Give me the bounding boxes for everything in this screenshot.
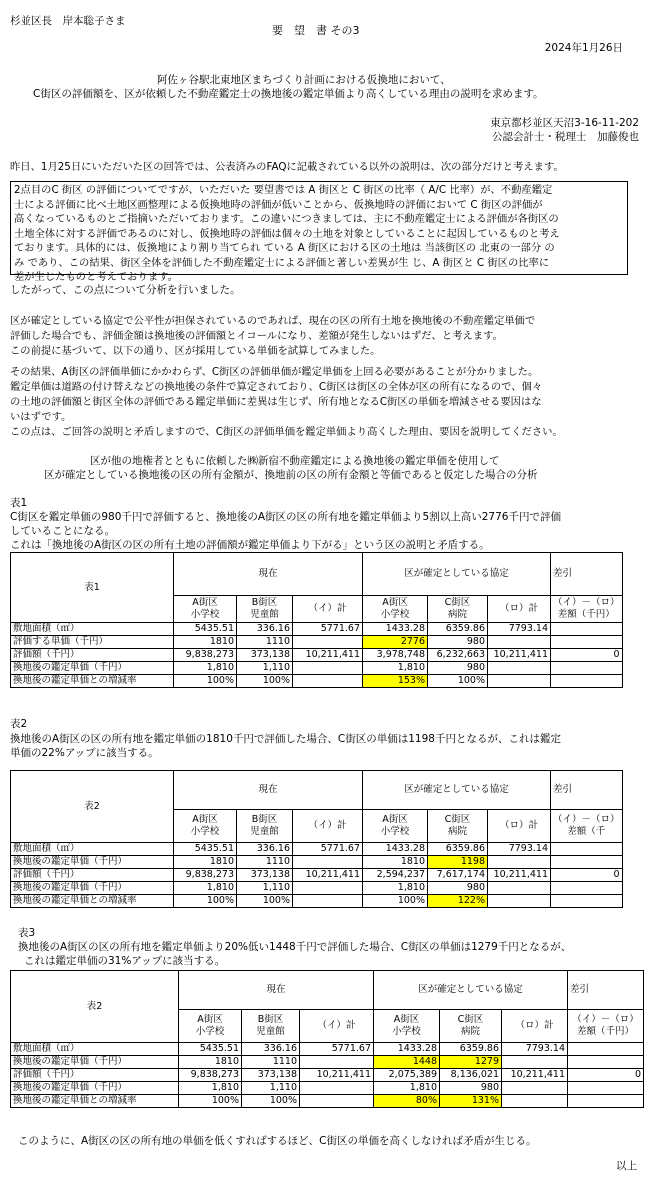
table-cell: 1,110 bbox=[237, 882, 293, 895]
row-label: 換地後の鑑定単価（千円） bbox=[11, 1082, 179, 1095]
table-cell: 1810 bbox=[363, 856, 428, 869]
document-date: 2024年1月26日 bbox=[544, 42, 623, 54]
table-cell: 1,810 bbox=[363, 882, 428, 895]
quote-line: み であり、この結果、街区全体を評価した不動産鑑定士による評価と著しい差異が生 じ、A 街区と C 街区の比率に bbox=[14, 256, 550, 269]
body-paragraphs bbox=[10, 314, 563, 440]
closing-text: 以上 bbox=[616, 1160, 637, 1172]
table-cell: 100% bbox=[242, 1095, 300, 1108]
table-cell bbox=[502, 1056, 568, 1069]
table-cell: 6359.86 bbox=[428, 843, 488, 856]
table-cell: 1,810 bbox=[174, 662, 237, 675]
table-row bbox=[11, 1056, 644, 1069]
body-line: の土地の評価額と街区全体の評価である鑑定単価に差異は生じず、所有地となるC街区の単価を増減させる要因はな bbox=[10, 396, 542, 408]
row-label: 評価額（千円） bbox=[11, 869, 174, 882]
document-title: 要 望 書 その3 bbox=[272, 24, 360, 37]
quote-line: ております。具体的には、仮換地により割り当てられ ている A 街区における区の土地は 当該街区の 北東の一部分 の bbox=[14, 242, 555, 254]
table-cell: 336.16 bbox=[237, 843, 293, 856]
table-cell bbox=[551, 843, 623, 856]
table-cell: 9,838,273 bbox=[179, 1069, 242, 1082]
table-cell: 0 bbox=[551, 649, 623, 662]
table-cell: 5435.51 bbox=[174, 843, 237, 856]
column-header: （イ）－（ロ） 差額（千 bbox=[551, 810, 623, 843]
table-cell bbox=[551, 623, 623, 636]
table-cell: 10,211,411 bbox=[488, 649, 551, 662]
table-cell: 5771.67 bbox=[293, 623, 363, 636]
table-cell bbox=[293, 882, 363, 895]
table-cell: 100% bbox=[237, 675, 293, 688]
column-header: （イ）－（ロ） 差額（千円） bbox=[568, 1010, 644, 1043]
row-label: 評価額（千円） bbox=[11, 1069, 179, 1082]
table-row bbox=[11, 843, 623, 856]
table-cell bbox=[551, 895, 623, 908]
table-cell bbox=[568, 1056, 644, 1069]
table-cell bbox=[551, 662, 623, 675]
sender-name: 公認会計士・税理士 加藤俊也 bbox=[492, 131, 639, 143]
table3-caption: 表3 bbox=[18, 927, 36, 939]
table-cell bbox=[293, 856, 363, 869]
quote-line: 差が生じたものと考えております。 bbox=[14, 271, 178, 283]
table-cell: 1,110 bbox=[242, 1082, 300, 1095]
quote-line: 士による評価に比べ土地区画整理による仮換地時の評価が低いことから、仮換地時の評価において C 街区の評価が bbox=[14, 198, 543, 211]
header-current: 現在 bbox=[174, 771, 363, 810]
table-cell: 10,211,411 bbox=[300, 1069, 374, 1082]
body-line: その結果、A街区の評価単価にかかわらず、C街区の評価単価が鑑定単価を上回る必要があることが分かりました。 bbox=[10, 366, 539, 378]
table-row bbox=[11, 662, 623, 675]
table2-desc-2: 単価の22%アップに該当する。 bbox=[10, 747, 159, 759]
table-cell bbox=[488, 856, 551, 869]
table3-desc-2: これは鑑定単価の31%アップに該当する。 bbox=[24, 955, 226, 967]
table-cell: 2,594,237 bbox=[363, 869, 428, 882]
quote-line: 高くなっているものとご指摘いただいております。この違いにつきましては、主に不動産鑑定士による評価が各街区の bbox=[14, 213, 559, 225]
table1-desc-3: これは「換地後のA街区の区の所有土地の評価額が鑑定単価より下がる」という区の説明と矛盾する。 bbox=[10, 539, 490, 551]
table-cell: 0 bbox=[568, 1069, 644, 1082]
column-header: （ロ）計 bbox=[488, 810, 551, 843]
table-cell: 100% bbox=[237, 895, 293, 908]
table-cell: 5771.67 bbox=[293, 843, 363, 856]
table-cell: 7793.14 bbox=[488, 623, 551, 636]
table-cell: 5771.67 bbox=[300, 1043, 374, 1056]
table-cell: 100% bbox=[174, 675, 237, 688]
row-label: 換地後の鑑定単価との増減率 bbox=[11, 1095, 179, 1108]
table-cell bbox=[300, 1082, 374, 1095]
header-current: 現在 bbox=[174, 553, 363, 596]
column-header: （イ）計 bbox=[293, 810, 363, 843]
row-label: 評価する単価（千円） bbox=[11, 636, 174, 649]
table-row bbox=[11, 649, 623, 662]
table-cell: 7,617,174 bbox=[428, 869, 488, 882]
table-cell bbox=[568, 1082, 644, 1095]
table-cell: 0 bbox=[551, 869, 623, 882]
table3-desc-1: 換地後のA街区の区の所有地を鑑定単価より20%低い1448千円で評価した場合、C街区の単価は1279千円となるが、 bbox=[18, 941, 572, 953]
table-cell: 131% bbox=[440, 1095, 502, 1108]
table-cell: 980 bbox=[428, 662, 488, 675]
table-cell: 1433.28 bbox=[363, 843, 428, 856]
quote-line: 2点目のC 街区 の評価についてですが、いただいた 要望書では A 街区と C 街区の比率（ A/C 比率）が、不動産鑑定 bbox=[14, 184, 553, 196]
table-cell: 10,211,411 bbox=[488, 869, 551, 882]
header-difference: 差引 bbox=[551, 771, 623, 810]
table-cell: 980 bbox=[428, 636, 488, 649]
table-row bbox=[11, 1082, 644, 1095]
table-cell bbox=[488, 882, 551, 895]
table-row bbox=[11, 636, 623, 649]
table-cell: 3,978,748 bbox=[363, 649, 428, 662]
table-cell: 1110 bbox=[237, 856, 293, 869]
table-cell: 1433.28 bbox=[374, 1043, 440, 1056]
subject-line-2: C街区の評価額を、区が依頼した不動産鑑定士の換地後の鑑定単価より高くしている理由の説明を求めます。 bbox=[33, 88, 544, 100]
table-row bbox=[11, 895, 623, 908]
header-difference: 差引 bbox=[568, 971, 644, 1010]
table-cell: 1198 bbox=[428, 856, 488, 869]
table1-desc-2: していることになる。 bbox=[10, 525, 115, 537]
table-cell: 1,810 bbox=[374, 1082, 440, 1095]
table-row bbox=[11, 856, 623, 869]
table-cell: 5435.51 bbox=[179, 1043, 242, 1056]
table-cell: 9,838,273 bbox=[174, 869, 237, 882]
row-label: 換地後の鑑定単価（千円） bbox=[11, 882, 174, 895]
table-cell: 1279 bbox=[440, 1056, 502, 1069]
table-cell: 10,211,411 bbox=[502, 1069, 568, 1082]
body-line: この点は、ご回答の説明と矛盾しますので、C街区の評価単価を鑑定単価より高くした理由、要因を説明してください。 bbox=[10, 426, 563, 438]
table3 bbox=[10, 970, 644, 1108]
row-label: 敷地面積（㎡） bbox=[11, 843, 174, 856]
table-cell bbox=[488, 675, 551, 688]
table-cell: 1810 bbox=[174, 856, 237, 869]
column-header: （ロ）計 bbox=[502, 1010, 568, 1043]
sender-address: 東京都杉並区天沼3-16-11-202 bbox=[490, 117, 639, 129]
table-cell: 6359.86 bbox=[440, 1043, 502, 1056]
table-cell bbox=[488, 662, 551, 675]
table-cell: 100% bbox=[174, 895, 237, 908]
table-cell bbox=[293, 895, 363, 908]
table-label: 表2 bbox=[11, 971, 179, 1043]
table-cell bbox=[551, 856, 623, 869]
table-cell: 1,810 bbox=[363, 662, 428, 675]
table-cell bbox=[551, 675, 623, 688]
table-cell: 100% bbox=[179, 1095, 242, 1108]
table-cell bbox=[293, 675, 363, 688]
table-cell: 336.16 bbox=[237, 623, 293, 636]
after-box-text: したがって、この点について分析を行いました。 bbox=[10, 284, 241, 296]
table-cell: 7793.14 bbox=[502, 1043, 568, 1056]
column-header: A街区 小学校 bbox=[363, 810, 428, 843]
table-cell: 6359.86 bbox=[428, 623, 488, 636]
table-cell: 10,211,411 bbox=[293, 649, 363, 662]
table-cell: 1810 bbox=[174, 636, 237, 649]
analysis-title-2: 区が確定としている換地後の区の所有金額が、換地前の区の所有金額と等価であると仮定した場合の分析 bbox=[44, 469, 538, 481]
table-cell: 1110 bbox=[242, 1056, 300, 1069]
column-header: （イ）計 bbox=[300, 1010, 374, 1043]
table-row bbox=[11, 1043, 644, 1056]
row-label: 敷地面積（㎡） bbox=[11, 623, 174, 636]
row-label: 換地後の鑑定単価との増減率 bbox=[11, 675, 174, 688]
header-agreement: 区が確定としている協定 bbox=[363, 771, 551, 810]
table-row bbox=[11, 882, 623, 895]
quoted-answer-box bbox=[10, 181, 628, 283]
header-difference: 差引 bbox=[551, 553, 623, 596]
table-cell: 980 bbox=[440, 1082, 502, 1095]
table-cell: 373,138 bbox=[242, 1069, 300, 1082]
row-label: 換地後の鑑定単価（千円） bbox=[11, 1056, 179, 1069]
table-cell: 1,810 bbox=[179, 1082, 242, 1095]
table1-desc-1: C街区を鑑定単価の980千円で評価すると、換地後のA街区の区の所有地を鑑定単価より5割以上高い2776千円で評価 bbox=[10, 511, 561, 523]
table-cell bbox=[502, 1095, 568, 1108]
row-label: 換地後の鑑定単価（千円） bbox=[11, 856, 174, 869]
column-header: C街区 病院 bbox=[440, 1010, 502, 1043]
table-cell: 6,232,663 bbox=[428, 649, 488, 662]
column-header: A街区 小学校 bbox=[179, 1010, 242, 1043]
table-label: 表1 bbox=[11, 553, 174, 623]
column-header: A街区 小学校 bbox=[363, 596, 428, 623]
row-label: 換地後の鑑定単価（千円） bbox=[11, 662, 174, 675]
table-cell bbox=[568, 1043, 644, 1056]
table-cell: 373,138 bbox=[237, 869, 293, 882]
table-row bbox=[11, 1095, 644, 1108]
column-header: A街区 小学校 bbox=[174, 810, 237, 843]
subject-line-1: 阿佐ヶ谷駅北東地区まちづくり計画における仮換地において、 bbox=[157, 74, 451, 86]
table-cell bbox=[300, 1056, 374, 1069]
table-cell: 1,110 bbox=[237, 662, 293, 675]
quote-line: 土地全体に対する評価であるのに対し、仮換地時の評価は個々の土地を対象としていることに起因しているものと考え bbox=[14, 227, 560, 240]
table-cell: 2776 bbox=[363, 636, 428, 649]
table-cell: 1810 bbox=[179, 1056, 242, 1069]
table1-caption: 表1 bbox=[10, 497, 28, 509]
column-header: （イ）－（ロ） 差額（千円） bbox=[551, 596, 623, 623]
table-row bbox=[11, 869, 623, 882]
table-cell: 10,211,411 bbox=[293, 869, 363, 882]
column-header: B街区 児童館 bbox=[237, 596, 293, 623]
row-label: 換地後の鑑定単価との増減率 bbox=[11, 895, 174, 908]
table-cell: 100% bbox=[363, 895, 428, 908]
table-cell bbox=[568, 1095, 644, 1108]
column-header: （イ）計 bbox=[293, 596, 363, 623]
table-cell: 7793.14 bbox=[488, 843, 551, 856]
column-header: C街区 病院 bbox=[428, 810, 488, 843]
table-cell bbox=[300, 1095, 374, 1108]
table-cell bbox=[551, 636, 623, 649]
table-row bbox=[11, 675, 623, 688]
body-line: いはずです。 bbox=[10, 411, 72, 423]
table-cell: 153% bbox=[363, 675, 428, 688]
table-cell: 1448 bbox=[374, 1056, 440, 1069]
column-header: A街区 小学校 bbox=[174, 596, 237, 623]
table-cell: 1110 bbox=[237, 636, 293, 649]
column-header: A街区 小学校 bbox=[374, 1010, 440, 1043]
column-header: B街区 児童館 bbox=[242, 1010, 300, 1043]
table-cell bbox=[293, 662, 363, 675]
table-cell: 1,810 bbox=[174, 882, 237, 895]
table-cell bbox=[293, 636, 363, 649]
body-line: 評価した場合でも、評価金額は換地後の評価額とイコールになり、差額が発生しないはずだ、と考えます。 bbox=[10, 330, 503, 342]
addressee: 杉並区長 岸本聡子さま bbox=[10, 15, 126, 27]
body-line: この前提に基づいて、以下の通り、区が採用している単価を試算してみました。 bbox=[10, 345, 381, 357]
row-label: 評価額（千円） bbox=[11, 649, 174, 662]
header-agreement: 区が確定としている協定 bbox=[363, 553, 551, 596]
column-header: C街区 病院 bbox=[428, 596, 488, 623]
table-row bbox=[11, 623, 623, 636]
intro-text: 昨日、1月25日にいただいた区の回答では、公表済みのFAQに記載されている以外の説明は、次の部分だけと考えます。 bbox=[10, 161, 564, 173]
table-cell: 5435.51 bbox=[174, 623, 237, 636]
table-cell: 9,838,273 bbox=[174, 649, 237, 662]
column-header: （ロ）計 bbox=[488, 596, 551, 623]
table2-desc-1: 換地後のA街区の区の所有地を鑑定単価の1810千円で評価した場合、C街区の単価は1198千円となるが、これは鑑定 bbox=[10, 733, 561, 745]
table2 bbox=[10, 770, 623, 908]
table-cell: 80% bbox=[374, 1095, 440, 1108]
table-cell: 980 bbox=[428, 882, 488, 895]
table-cell: 2,075,389 bbox=[374, 1069, 440, 1082]
table-cell: 1433.28 bbox=[363, 623, 428, 636]
table-label: 表2 bbox=[11, 771, 174, 843]
row-label: 敷地面積（㎡） bbox=[11, 1043, 179, 1056]
table-cell: 100% bbox=[428, 675, 488, 688]
table-cell bbox=[502, 1082, 568, 1095]
body-line: 鑑定単価は道路の付け替えなどの換地後の条件で算定されており、C街区は街区の全体が区の所有になるので、個々 bbox=[10, 381, 543, 393]
table2-caption: 表2 bbox=[10, 718, 28, 730]
table-cell bbox=[488, 636, 551, 649]
header-agreement: 区が確定としている協定 bbox=[374, 971, 568, 1010]
column-header: B街区 児童館 bbox=[237, 810, 293, 843]
table-cell bbox=[488, 895, 551, 908]
analysis-title-1: 区が他の地権者とともに依頼した㈱新宿不動産鑑定による換地後の鑑定単価を使用して bbox=[90, 455, 500, 467]
table-cell: 122% bbox=[428, 895, 488, 908]
header-current: 現在 bbox=[179, 971, 374, 1010]
table-cell: 336.16 bbox=[242, 1043, 300, 1056]
table1 bbox=[10, 552, 623, 688]
table-row bbox=[11, 1069, 644, 1082]
table-cell bbox=[551, 882, 623, 895]
body-line: 区が確定としている協定で公平性が担保されているのであれば、現在の区の所有土地を換地後の不動産鑑定単価で bbox=[10, 315, 536, 327]
table-cell: 373,138 bbox=[237, 649, 293, 662]
conclusion-text: このように、A街区の区の所有地の単価を低くすればするほど、C街区の単価を高くしなければ矛盾が生じる。 bbox=[18, 1135, 537, 1147]
table-cell: 8,136,021 bbox=[440, 1069, 502, 1082]
